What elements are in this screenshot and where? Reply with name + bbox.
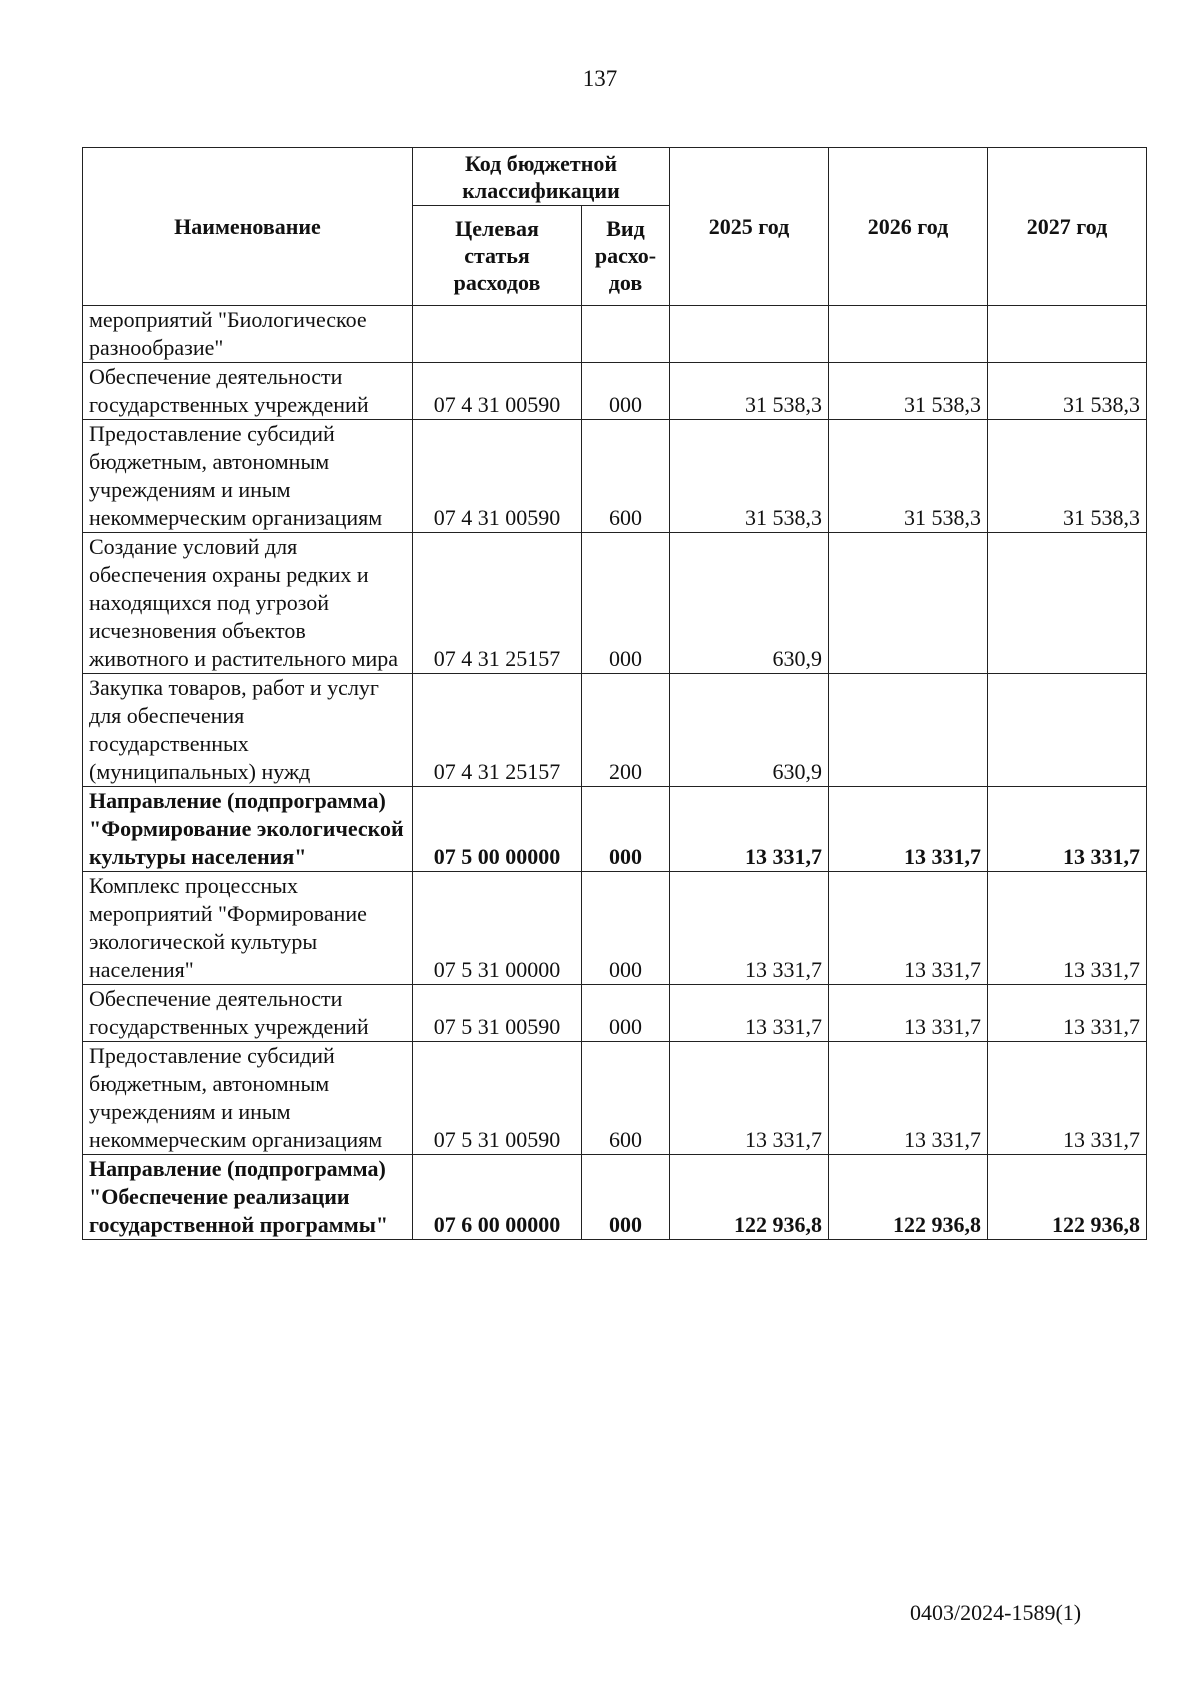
row-expense-type: 200 bbox=[582, 674, 670, 787]
header-name: Наименование bbox=[83, 148, 413, 306]
table-row bbox=[83, 985, 1147, 1042]
row-value-2027: 31 538,3 bbox=[988, 363, 1147, 420]
row-value-2025: 13 331,7 bbox=[670, 985, 829, 1042]
row-value-2026: 13 331,7 bbox=[829, 985, 988, 1042]
row-value-2027 bbox=[988, 674, 1147, 787]
table-row bbox=[83, 363, 1147, 420]
table-body bbox=[83, 306, 1147, 1240]
table-row bbox=[83, 872, 1147, 985]
header-year-2026: 2026 год bbox=[829, 148, 988, 306]
row-value-2027: 13 331,7 bbox=[988, 1042, 1147, 1155]
row-value-2025: 630,9 bbox=[670, 533, 829, 674]
row-value-2025: 31 538,3 bbox=[670, 363, 829, 420]
row-value-2025: 13 331,7 bbox=[670, 1042, 829, 1155]
row-value-2025: 31 538,3 bbox=[670, 420, 829, 533]
budget-table bbox=[82, 147, 1147, 1240]
row-value-2025: 122 936,8 bbox=[670, 1155, 829, 1240]
row-name: Создание условий для обеспечения охраны редких и находящихся под угрозой исчезновения объектов животного и растительного мира bbox=[83, 533, 413, 674]
row-value-2027: 13 331,7 bbox=[988, 985, 1147, 1042]
row-expense-type bbox=[582, 306, 670, 363]
row-name: Комплекс процессных мероприятий "Формирование экологической культуры населения" bbox=[83, 872, 413, 985]
header-target-article: Целевая статья расходов bbox=[413, 206, 582, 306]
table-row bbox=[83, 1155, 1147, 1240]
page-number: 137 bbox=[582, 66, 618, 91]
row-expense-type: 000 bbox=[582, 787, 670, 872]
row-value-2026: 13 331,7 bbox=[829, 1042, 988, 1155]
row-value-2025: 630,9 bbox=[670, 674, 829, 787]
row-value-2026 bbox=[829, 674, 988, 787]
row-expense-type: 600 bbox=[582, 420, 670, 533]
table-row bbox=[83, 533, 1147, 674]
row-name: Предоставление субсидий бюджетным, автономным учреждениям и иным некоммерческим организациям bbox=[83, 420, 413, 533]
row-name: Обеспечение деятельности государственных учреждений bbox=[83, 363, 413, 420]
row-value-2026: 122 936,8 bbox=[829, 1155, 988, 1240]
row-value-2027: 122 936,8 bbox=[988, 1155, 1147, 1240]
row-target-article: 07 4 31 00590 bbox=[413, 363, 582, 420]
row-value-2026 bbox=[829, 306, 988, 363]
row-expense-type: 000 bbox=[582, 533, 670, 674]
row-value-2026 bbox=[829, 533, 988, 674]
row-target-article: 07 5 31 00000 bbox=[413, 872, 582, 985]
row-expense-type: 000 bbox=[582, 1155, 670, 1240]
row-value-2026: 31 538,3 bbox=[829, 420, 988, 533]
table-row bbox=[83, 787, 1147, 872]
row-target-article: 07 4 31 25157 bbox=[413, 533, 582, 674]
table-row bbox=[83, 306, 1147, 363]
row-name: Направление (подпрограмма) "Формирование экологической культуры населения" bbox=[83, 787, 413, 872]
row-name: Закупка товаров, работ и услуг для обеспечения государственных (муниципальных) нужд bbox=[83, 674, 413, 787]
row-expense-type: 000 bbox=[582, 985, 670, 1042]
row-value-2027 bbox=[988, 306, 1147, 363]
row-expense-type: 000 bbox=[582, 363, 670, 420]
row-name: Предоставление субсидий бюджетным, автономным учреждениям и иным некоммерческим организациям bbox=[83, 1042, 413, 1155]
row-value-2025: 13 331,7 bbox=[670, 787, 829, 872]
row-value-2027: 13 331,7 bbox=[988, 872, 1147, 985]
row-value-2025 bbox=[670, 306, 829, 363]
row-expense-type: 600 bbox=[582, 1042, 670, 1155]
header-code-group: Код бюджетной классификации bbox=[413, 148, 670, 206]
row-value-2027 bbox=[988, 533, 1147, 674]
row-target-article: 07 6 00 00000 bbox=[413, 1155, 582, 1240]
row-target-article: 07 5 31 00590 bbox=[413, 985, 582, 1042]
header-expense-type: Вид расхо-дов bbox=[582, 206, 670, 306]
table-row bbox=[83, 1042, 1147, 1155]
row-target-article: 07 5 31 00590 bbox=[413, 1042, 582, 1155]
row-value-2027: 13 331,7 bbox=[988, 787, 1147, 872]
row-target-article: 07 4 31 00590 bbox=[413, 420, 582, 533]
row-target-article: 07 4 31 25157 bbox=[413, 674, 582, 787]
table-row bbox=[83, 674, 1147, 787]
table-row bbox=[83, 420, 1147, 533]
row-expense-type: 000 bbox=[582, 872, 670, 985]
row-name: Направление (подпрограмма) "Обеспечение реализации государственной программы" bbox=[83, 1155, 413, 1240]
row-value-2025: 13 331,7 bbox=[670, 872, 829, 985]
row-value-2026: 13 331,7 bbox=[829, 872, 988, 985]
header-year-2027: 2027 год bbox=[988, 148, 1147, 306]
row-target-article: 07 5 00 00000 bbox=[413, 787, 582, 872]
row-target-article bbox=[413, 306, 582, 363]
header-year-2025: 2025 год bbox=[670, 148, 829, 306]
row-value-2027: 31 538,3 bbox=[988, 420, 1147, 533]
document-number: 0403/2024-1589(1) bbox=[910, 1600, 1082, 1625]
row-value-2026: 31 538,3 bbox=[829, 363, 988, 420]
row-name: Обеспечение деятельности государственных учреждений bbox=[83, 985, 413, 1042]
row-name: мероприятий "Биологическое разнообразие" bbox=[83, 306, 413, 363]
row-value-2026: 13 331,7 bbox=[829, 787, 988, 872]
